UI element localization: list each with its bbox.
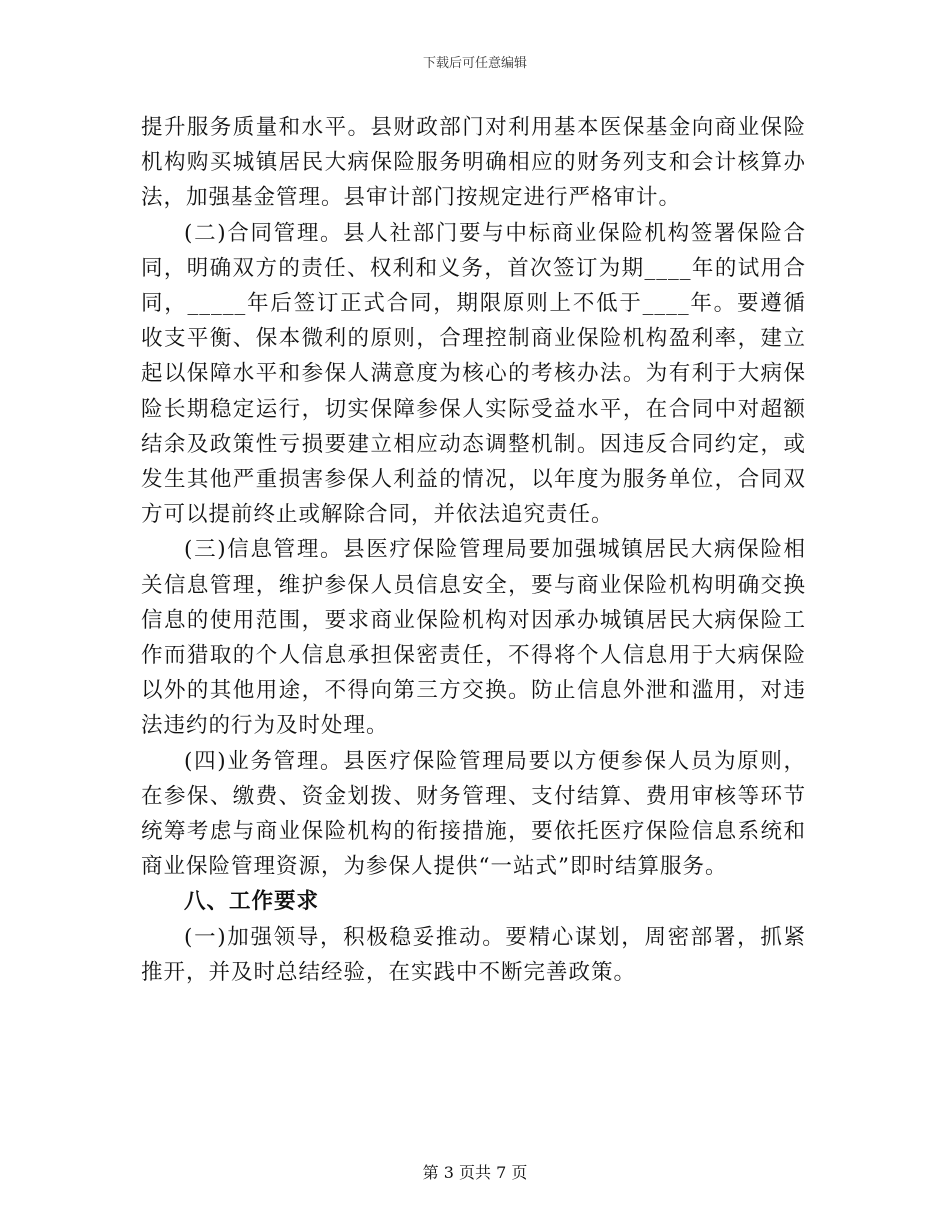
page-number: 第 3 页共 7 页 <box>422 1163 528 1182</box>
page-header: 下载后可任意编辑 <box>422 56 527 71</box>
paragraph-strengthen-leadership: (一)加强领导，积极稳妥推动。要精心谋划，周密部署，抓紧推开，并及时总结经验，在实践中不断完善政策。 <box>141 924 806 985</box>
document-body <box>141 110 806 990</box>
paragraph-contract-management: (二)合同管理。县人社部门要与中标商业保险机构签署保险合同，明确双方的责任、权利和义务，首次签订为期____年的试用合同，_____年后签订正式合同，期限原则上不低于____年。要遵循收支平衡、保本微利的原则，合理控制商业保险机构盈利率，建立起以保障水平和参保人满意度为核心的考核办法。为有利于大病保险长期稳定运行，切实保障参保人实际受益水平，在合同中对超额结余及政策性亏损要建立相应动态调整机制。因违反合同约定，或发生其他严重损害参保人利益的情况，以年度为服务单位，合同双方可以提前终止或解除合同，并依法追究责任。 <box>141 220 806 528</box>
paragraph-continuation: 提升服务质量和水平。县财政部门对利用基本医保基金向商业保险机构购买城镇居民大病保险服务明确相应的财务列支和会计核算办法，加强基金管理。县审计部门按规定进行严格审计。 <box>141 115 806 211</box>
section-heading-work-requirements: 八、工作要求 <box>184 889 320 915</box>
paragraph-business-management: (四)业务管理。县医疗保险管理局要以方便参保人员为原则，在参保、缴费、资金划拨、财务管理、支付结算、费用审核等环节统筹考虑与商业保险机构的衔接措施，要依托医疗保险信息系统和商业保险管理资源，为参保人提供“一站式”即时结算服务。 <box>141 748 806 880</box>
paragraph-information-management: (三)信息管理。县医疗保险管理局要加强城镇居民大病保险相关信息管理，维护参保人员信息安全，要与商业保险机构明确交换信息的使用范围，要求商业保险机构对因承办城镇居民大病保险工作而猎取的个人信息承担保密责任，不得将个人信息用于大病保险以外的其他用途，不得向第三方交换。防止信息外泄和滥用，对违法违约的行为及时处理。 <box>141 537 806 739</box>
